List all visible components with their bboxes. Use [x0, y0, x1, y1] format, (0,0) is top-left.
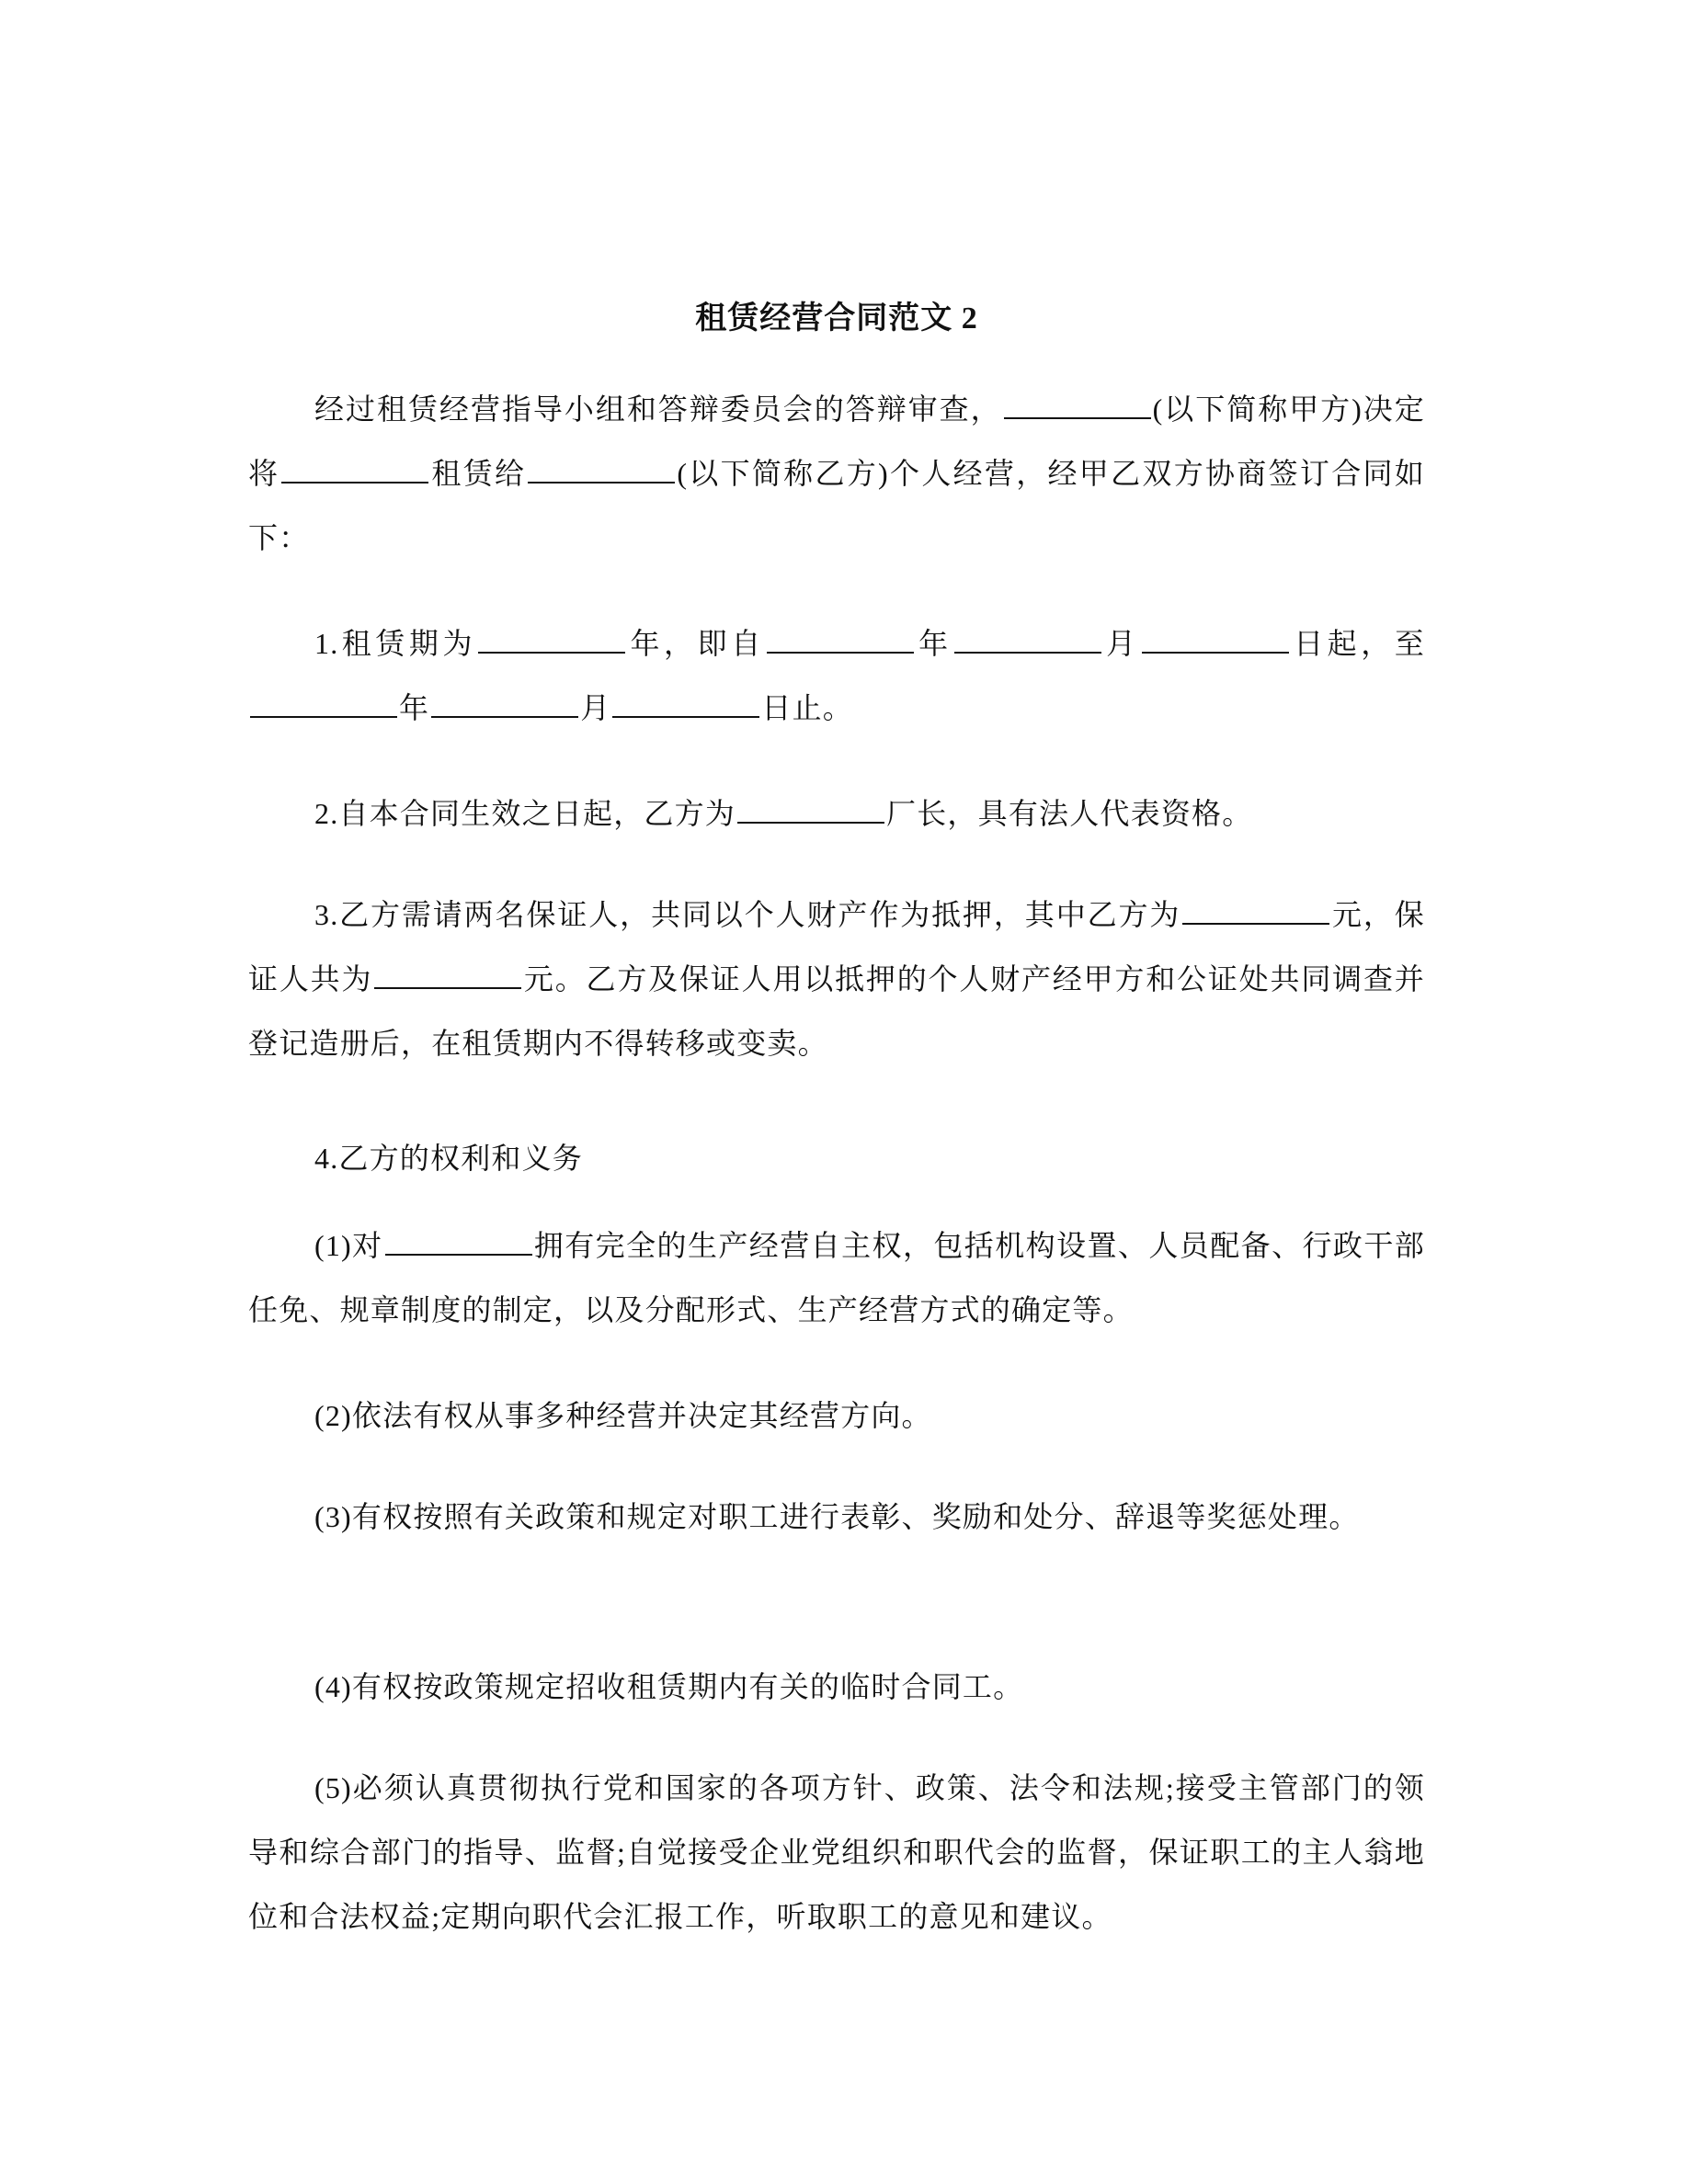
clause-4-item-3: (3)有权按照有关政策和规定对职工进行表彰、奖励和处分、辞退等奖惩处理。: [314, 1500, 1360, 1533]
clause1-text-8: 日止。: [761, 691, 854, 724]
clause-4-item-4: (4)有权按政策规定招收租赁期内有关的临时合同工。: [314, 1670, 1024, 1703]
blank-start-year[interactable]: [767, 624, 914, 654]
blank-leased-object[interactable]: [281, 454, 428, 483]
clause-4-item-2: (2)依法有权从事多种经营并决定其经营方向。: [314, 1399, 932, 1432]
blank-factory[interactable]: [737, 794, 884, 824]
intro-text-1: 经过租赁经营指导小组和答辩委员会的答辩审查，: [314, 392, 1002, 426]
blank-end-day[interactable]: [612, 688, 759, 718]
clause-4-item-1: [248, 1213, 1425, 1342]
item1-text-1: (1)对: [314, 1229, 383, 1262]
blank-enterprise[interactable]: [385, 1226, 532, 1256]
clause1-text-3: 年: [915, 627, 952, 660]
intro-text-4: (以下简称乙方)个人经营，经甲乙双方协商签订合同如下：: [248, 457, 1425, 554]
document-title: 租赁经营合同范文 2: [695, 301, 978, 336]
clause-2: [248, 781, 1425, 846]
clause1-text-2: 年，即自: [627, 627, 765, 660]
clause3-text-3: 元。乙方及保证人用以抵押的个人财产经甲方和公证处共同调查并登记造册后，在租赁期内不得转移或变卖。: [248, 962, 1425, 1060]
blank-start-day[interactable]: [1142, 624, 1289, 654]
clause-3: [248, 882, 1425, 1075]
intro-text-3: 租赁给: [430, 457, 527, 490]
clause1-text-7: 月: [580, 691, 611, 724]
blank-end-month[interactable]: [431, 688, 578, 718]
blank-end-year[interactable]: [250, 688, 397, 718]
blank-lease-years[interactable]: [478, 624, 625, 654]
clause-4-item-5: (5)必须认真贯彻执行党和国家的各项方针、政策、法令和法规;接受主管部门的领导和综合部门的指导、监督;自觉接受企业党组织和职代会的监督，保证职工的主人翁地位和合法权益;定期向职代会汇报工作，听取职工的意见和建议。: [248, 1771, 1425, 1933]
clause1-text-4: 月: [1102, 627, 1140, 660]
blank-party-b-amount[interactable]: [1182, 895, 1329, 925]
item1-text-2: 拥有完全的生产经营自主权，包括机构设置、人员配备、行政干部任免、规章制度的制定，以及分配形式、生产经营方式的确定等。: [248, 1229, 1425, 1326]
intro-paragraph: [248, 377, 1425, 570]
clause2-text-1: 2.自本合同生效之日起，乙方为: [314, 797, 736, 830]
clause2-text-2: 厂长，具有法人代表资格。: [886, 797, 1253, 830]
clause-1: [248, 611, 1425, 740]
blank-party-b[interactable]: [528, 454, 675, 483]
clause1-text-5: 日起，至: [1290, 627, 1425, 660]
clause1-text-6: 年: [399, 691, 430, 724]
clause1-text-1: 1.租赁期为: [314, 627, 477, 660]
blank-guarantor-amount[interactable]: [374, 960, 521, 989]
blank-party-a[interactable]: [1004, 390, 1151, 419]
clause-4-heading: 4.乙方的权利和义务: [314, 1142, 584, 1175]
intro-text-2: (以下简称甲方)决定将: [248, 392, 1425, 490]
clause3-text-2: 元，保证人共为: [248, 898, 1425, 995]
blank-start-month[interactable]: [954, 624, 1101, 654]
clause3-text-1: 3.乙方需请两名保证人，共同以个人财产作为抵押，其中乙方为: [314, 898, 1181, 931]
